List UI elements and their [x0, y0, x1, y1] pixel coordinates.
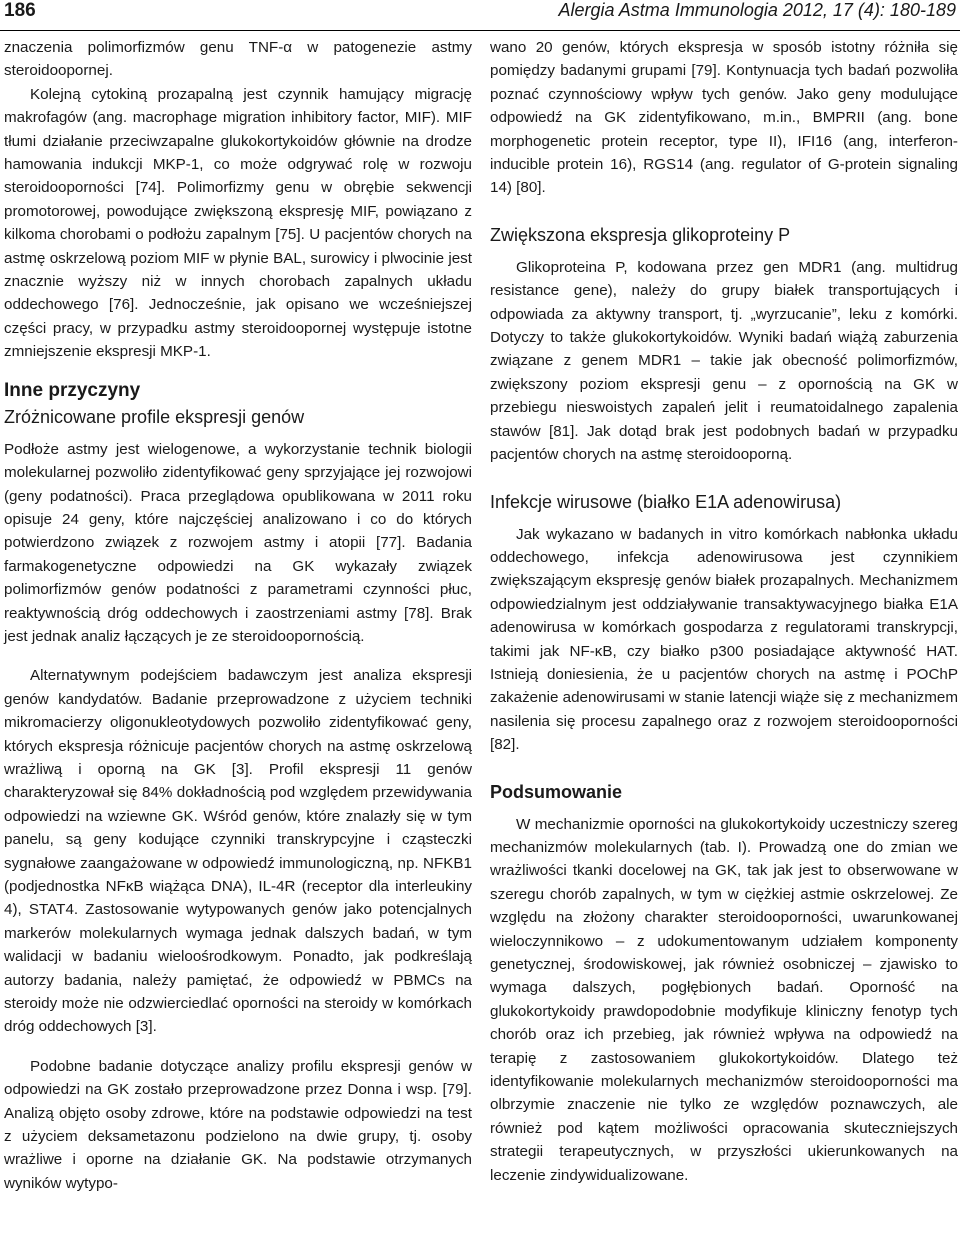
journal-citation: Alergia Astma Immunologia 2012, 17 (4): 180-189 [558, 0, 956, 20]
paragraph: Podobne badanie dotyczące analizy profilu ekspresji genów w odpowiedzi na GK zostało przeprowadzone przez Donna i wsp. [79]. Analizą objęto osoby zdrowe, które na podstawie odpowiedzi na test z użyciem deksametazonu podzielono na dwie grupy, tj. osoby wrażliwe i oporne na działanie GK. Na podstawie otrzymanych wyników wytypo- [4, 1057, 472, 1192]
paragraph: wano 20 genów, których ekspresja w sposób istotny różniła się pomiędzy badanymi grupami [79]. Kontynuacja tych badań pozwoliła poznać czynnościowy wpływ tych genów. Jako geny modulujące odpowiedź na GK zidentyfikowano, m.in., BMPRII (ang. bone morphogenetic protein receptor, type II), IFI16 (ang, interferon-inducible protein 16), RGS14 (ang. regulator of G-protein signaling 14) [80]. [490, 39, 958, 197]
paragraph: Alternatywnym podejściem badawczym jest analiza ekspresji genów kandydatów. Badanie przeprowadzone z użyciem techniki mikromacierzy oligonukleotydowych pozwoliło zidentyfikować geny, których ekspresja różnicuje pacjentów chorych na astmę oskrzelową wrażliwą i oporną na GK [3]. Profil ekspresji 11 genów charakteryzował się 84% dokładnością pod względem przewidywania odpowiedzi na wziewne GK. Wśród genów, które znalazły się w tym panelu, są geny kodujące czynniki transkrypcyjne i cząsteczki sygnałowe zaangażowane w odpowiedź immunologiczną, np. NFKB1 (podjednostka NFκB wiążąca DNA), IL-4R (receptor dla interleukiny 4), STAT4. Zastosowanie wytypowanych genów jako potencjalnych markerów molekularnych wymaga jednak dalszych badań, w tym walidacji w badaniu wieloośrodkowym. Ponadto, jak podkreślają autorzy badania, należy pamiętać, że odpowiedź w PBMCs na steroidy może nie odzwierciedlać oporności na steroidy w komórkach dróg oddechowych [3]. [4, 667, 472, 1036]
paragraph: Podłoże astmy jest wielogenowe, a wykorzystanie technik biologii molekularnej pozwoliło zidentyfikować geny sprzyjające jej rozwojowi (geny podatności). Praca przeglądowa opublikowana w 2011 roku opisuje 24 geny, które najczęściej analizowano i co do których potwierdzono związek z rozwojem astmy i atopii [77]. Badania farmakogenetyczne odpowiedzi na GK wykazały związek polimorfizmów genów podatności z parametrami czynności płuc, reaktywnością dróg oddechowych i zaostrzeniami astmy [78]. Brak jest jednak analiz łączących je ze steroidoopornością. [4, 440, 472, 645]
paragraph: Glikoproteina P, kodowana przez gen MDR1 (ang. multidrug resistance gene), należy do grupy białek transportujących i odpowiada za aktywny transport, tj. „wyrzucanie”, leku z komórki. Dotyczy to także glukokortykoidów. Wyniki badań wiążą zaburzenia związane z genem MDR1 – takie jak obecność polimorfizmów, zwiększony poziom ekspresji genu – z opornością na GK w przebiegu nieswoistych zapaleń jelit i reumatoidalnego zapalenia stawów [81]. Jak dotąd brak jest podobnych badań w przypadku pacjentów chorych na astmę steroidooporną. [490, 258, 958, 464]
right-column [490, 36, 958, 1187]
left-column [4, 36, 472, 1195]
paragraph: znaczenia polimorfizmów genu TNF-α w patogenezie astmy steroidoopornej. [4, 39, 472, 80]
section-heading: Infekcje wirusowe (białko E1A adenowirusa) [490, 491, 842, 512]
section-heading: Zwiększona ekspresja glikoproteiny P [490, 224, 791, 245]
section-heading: Inne przyczyny [4, 379, 141, 401]
page-number: 186 [4, 0, 36, 21]
page-header [0, 0, 960, 31]
subsection-heading: Zróżnicowane profile ekspresji genów [4, 406, 305, 427]
paragraph: W mechanizmie oporności na glukokortykoidy uczestniczy szereg mechanizmów molekularnych (tab. I). Prowadzą one do zmian we wrażliwości tkanki docelowej na GK, tak jak jest to obserwowane w szeregu chorób zapalnych, w tym w ciężkiej astmie oskrzelowej. Ze względu na złożony charakter steroidooporności, uwarunkowanej wieloczynnikowo – z udokumentowanym udziałem komponenty genetycznej, środowiskowej, jak również osobniczej – zjawisko to wymaga dalszych, pogłębionych badań. Oporność na glukokortykoidy prawdopodobnie modyfikuje kliniczny fenotyp tych chorób oraz ich przebieg, jak również wpływa na odpowiedź na terapię z zastosowaniem glukokortykoidów. Dlatego też identyfikowanie molekularnych mechanizmów steroidooporności ma olbrzymie znaczenie nie tylko ze względów poznawczych, ale również pod kątem możliwości opracowania skuteczniejszych strategii terapeutycznych, w przyszłości ukierunkowanych na leczenie zindywidualizowane. [490, 815, 958, 1184]
paragraph: Kolejną cytokiną prozapalną jest czynnik hamujący migrację makrofagów (ang. macrophage migration inhibitory factor, MIF). MIF tłumi działanie przeciwzapalne glukokortykoidów głównie na drodze hamowania indukcji MKP-1, co może odgrywać rolę w rozwoju steroidooporności [74]. Polimorfizmy genu w obrębie sekwencji promotorowej, powodujące zwiększoną ekspresję MIF, powiązano z kilkoma chorobami o podłożu zapalnym [75]. U pacjentów chorych na astmę oskrzelową poziom MIF w płynie BAL, surowicy i plwocinie jest znacznie wyższy niż w innych chorobach zapalnych układu oddechowego [76]. Jednocześnie, jak opisano we wcześniejszej części pracy, w przypadku astmy steroidoopornej występuje istotne zmniejszenie ekspresji MKP-1. [4, 85, 472, 361]
section-heading: Podsumowanie [490, 781, 623, 802]
paragraph: Jak wykazano w badanych in vitro komórkach nabłonka układu oddechowego, infekcja adenowirusowa jest czynnikiem zwiększającym ekspresję genów białek prozapalnych. Mechanizmem odpowiedzialnym jest oddziaływanie transaktywacyjnego białka E1A adenowirusa w komórkach gospodarza z regulatorami transkrypcji, takimi jak NF-κB, czy białko p300 posiadające aktywność HAT. Istnieją doniesienia, że u pacjentów chorych na astmę i POChP zakażenie adenowirusami w stanie latencji wiąże się z mechanizmem nasilenia się procesu zapalnego oraz z rozwojem steroidooporności [82]. [490, 525, 958, 754]
